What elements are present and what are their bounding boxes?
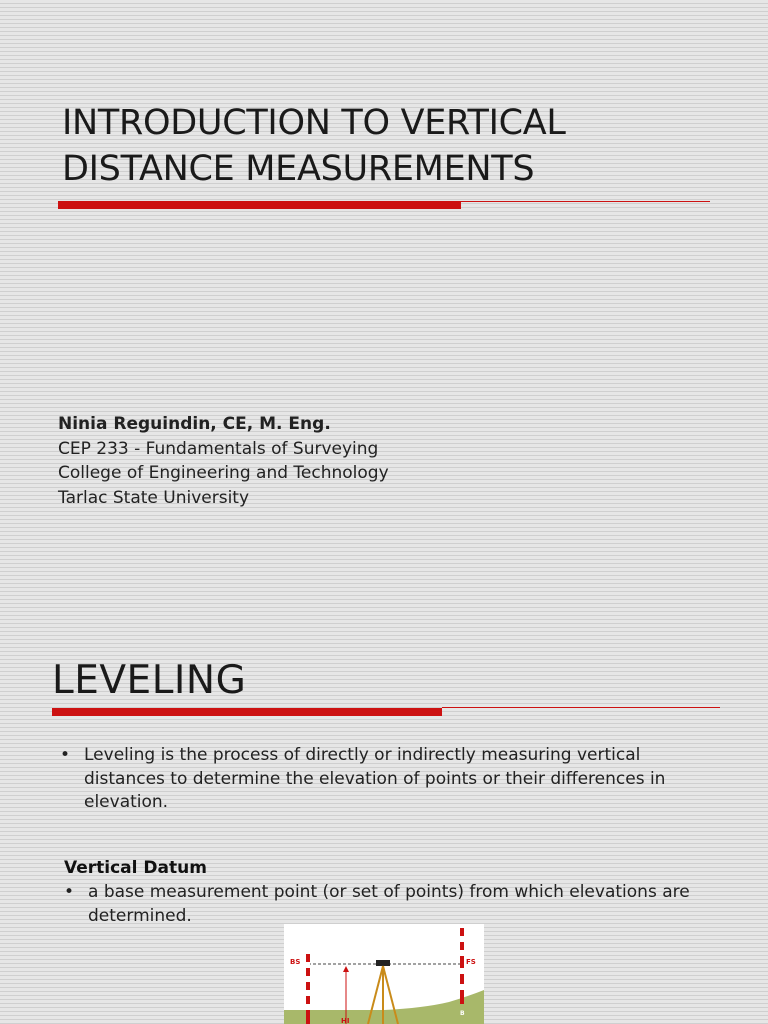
bullet-dot: •: [64, 882, 75, 902]
leveling-diagram: [284, 924, 484, 1024]
college-name: College of Engineering and Technology: [58, 463, 389, 483]
label-hi: HI: [341, 1017, 350, 1024]
leveling-slide: [0, 620, 768, 1024]
bullet-leveling-definition: [60, 744, 710, 815]
level-instrument: [376, 960, 390, 966]
slide-title-line-1: INTRODUCTION TO VERTICAL: [62, 103, 566, 143]
leveling-accent-line: [442, 707, 720, 708]
leveling-diagram-svg: [284, 924, 484, 1024]
label-fs: FS: [466, 958, 476, 966]
bullet-dot: •: [60, 745, 71, 765]
bullet-text: a base measurement point (or set of points) from which elevations are determined.: [88, 882, 690, 926]
title-accent-line: [461, 201, 710, 202]
bullet-vertical-datum: [64, 881, 714, 928]
slide-title: [62, 100, 702, 192]
bullet-text: Leveling is the process of directly or indirectly measuring vertical distances to determine the elevation of points or their differences in elevation.: [84, 745, 666, 812]
slide-title-line-2: DISTANCE MEASUREMENTS: [62, 149, 535, 189]
course-name: CEP 233 - Fundamentals of Surveying: [58, 438, 379, 459]
label-b: B: [460, 1010, 465, 1017]
leveling-title: LEVELING: [52, 658, 247, 703]
author-name: Ninia Reguindin, CE, M. Eng.: [58, 414, 331, 434]
vertical-datum-heading: Vertical Datum: [64, 858, 207, 878]
university-name: Tarlac State University: [58, 487, 250, 508]
leveling-accent-bar: [52, 708, 442, 716]
label-bs: BS: [290, 958, 301, 966]
title-accent-bar: [58, 201, 461, 209]
author-info: [58, 412, 578, 510]
